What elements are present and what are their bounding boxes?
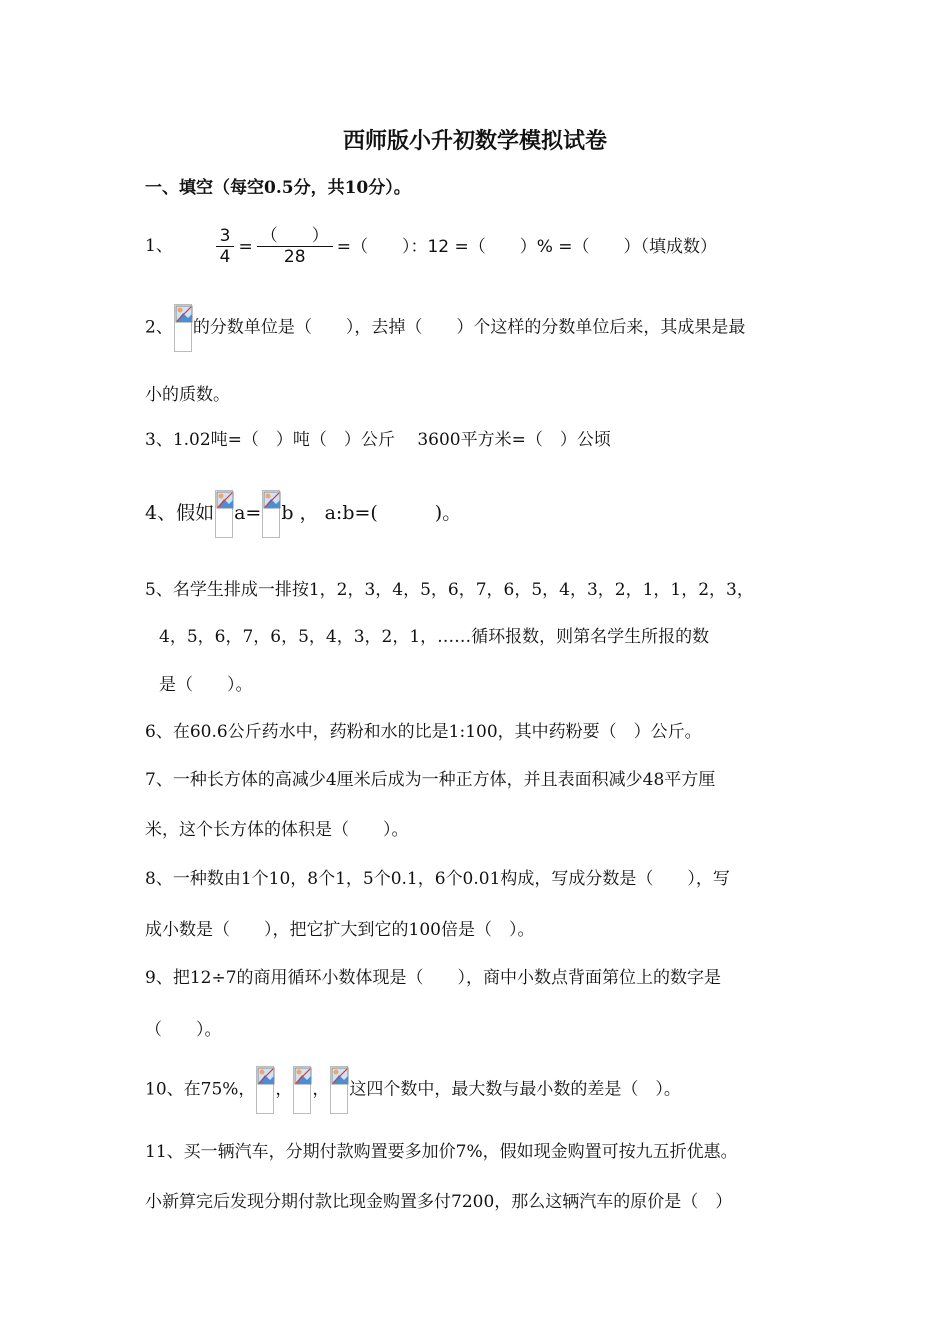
question-number: 1、 [145, 236, 173, 256]
question-9-cont: （ ）。 [145, 1020, 222, 1040]
question-1 [145, 226, 717, 267]
page-title: 西师版小升初数学模拟试卷 [342, 129, 607, 154]
question-6: 6、在60.6公斤药水中，药粉和水的比是1:100，其中药粉要（ ）公斤。 [145, 722, 702, 742]
question-8-cont: 成小数是（ ），把它扩大到它的100倍是（ ）。 [145, 920, 535, 940]
question-2-cont: 小的质数。 [145, 385, 230, 405]
section-heading: 一、填空（每空0.5分，共10分）。 [145, 178, 411, 198]
broken-image-icon [256, 1066, 274, 1114]
broken-image-icon [215, 490, 233, 538]
question-7-cont: 米，这个长方体的体积是（ ）。 [145, 820, 409, 840]
question-9: 9、把12÷7的商用循环小数体现是（ ），商中小数点背面第位上的数字是 [145, 968, 722, 988]
question-3: 3、1.02吨=（ ）吨（ ）公斤 3600平方米=（ ）公顷 [145, 430, 611, 450]
question-11-cont: 小新算完后发现分期付款比现金购置多付7200，那么这辆汽车的原价是（ ） [145, 1192, 733, 1212]
fraction: $\frac{3}{4}$ [216, 226, 235, 267]
fraction: $\frac{( )}{28}$ [257, 226, 333, 267]
question-2: 2、 的分数单位是（ ），去掉（ ）个这样的分数单位后来，其成果是最 [145, 304, 745, 352]
question-5: 5、名学生排成一排按1，2，3，4，5，6，7，6，5，4，3，2，1，1，2，3， [145, 580, 754, 600]
question-11: 11、买一辆汽车，分期付款购置要多加价7%，假如现金购置可按九五折优惠。 [145, 1142, 738, 1162]
equation: $\frac{3}{4}$ = $\frac{( )}{28}$ =（ ）：12 =（ ）% =（ ）（填成数） [216, 226, 717, 267]
broken-image-icon [262, 490, 280, 538]
broken-image-icon [330, 1066, 348, 1114]
question-7: 7、一种长方体的高减少4厘米后成为一种正方体，并且表面积减少48平方厘 [145, 770, 716, 790]
question-5-cont: 4，5，6，7，6，5，4，3，2，1，……循环报数，则第名学生所报的数 [159, 627, 710, 647]
question-5-cont: 是（ ）。 [159, 675, 253, 695]
question-10: 10、在75%， ， ， 这四个数中，最大数与最小数的差是（ ）。 [145, 1066, 681, 1114]
broken-image-icon [293, 1066, 311, 1114]
question-4: 4、假如 a= b ， a:b=( )。 [145, 490, 461, 538]
question-8: 8、一种数由1个10，8个1，5个0.1，6个0.01构成，写成分数是（ ），写 [145, 869, 730, 889]
broken-image-icon [174, 304, 192, 352]
